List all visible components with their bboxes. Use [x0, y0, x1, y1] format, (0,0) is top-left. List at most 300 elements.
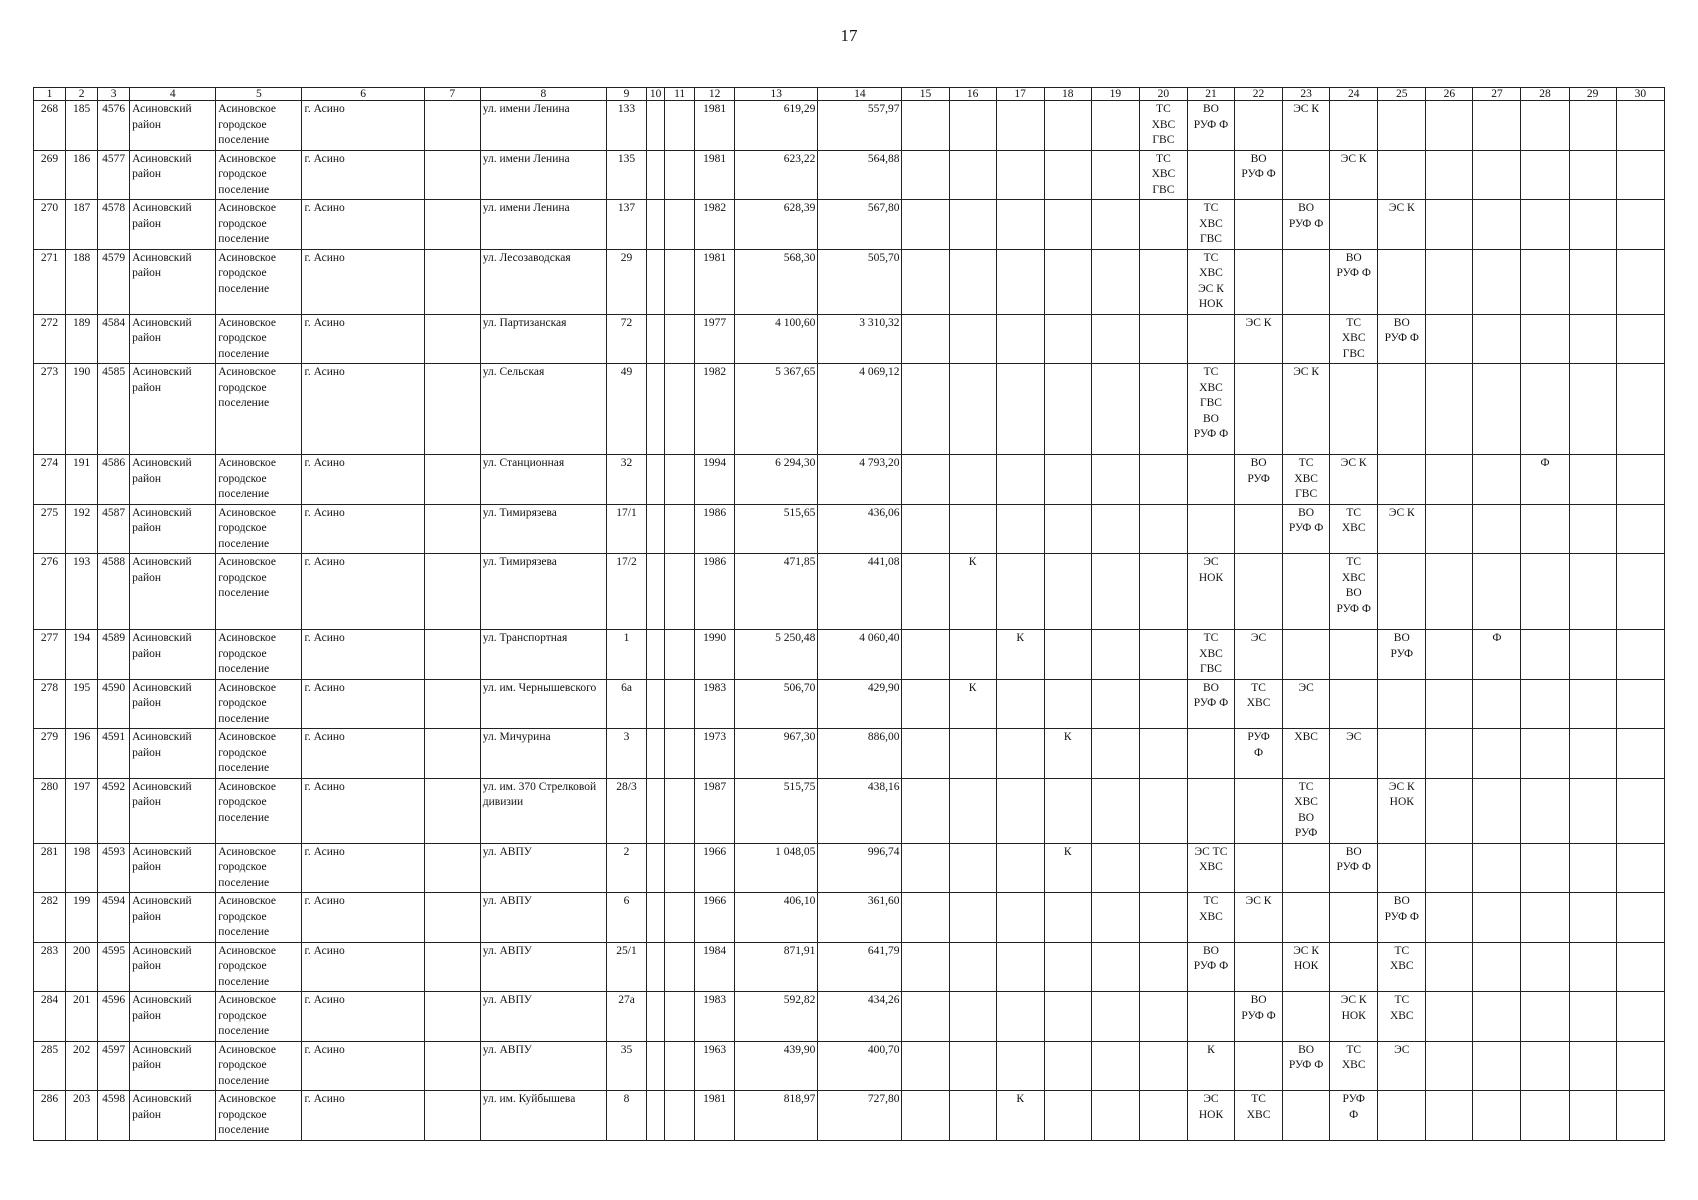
cell-area-total: 592,82 [735, 992, 818, 1042]
cell-empty [665, 1091, 695, 1141]
cell-empty [949, 778, 996, 843]
cell-mark-col-21: ТС ХВС ГВС [1187, 630, 1234, 680]
cell-city: г. Асино [302, 504, 424, 554]
cell-year: 1982 [695, 200, 735, 250]
cell-house: 72 [606, 314, 646, 364]
cell-district: Асиновский район [130, 314, 216, 364]
cell-empty [665, 992, 695, 1042]
cell-empty [1378, 101, 1426, 151]
column-header-4: 4 [130, 88, 216, 101]
housing-register-table [33, 87, 1665, 1141]
cell-empty [1616, 150, 1664, 200]
cell-empty [1426, 249, 1473, 314]
column-header-13: 13 [735, 88, 818, 101]
page-number: 17 [840, 26, 858, 45]
cell-empty [1044, 455, 1091, 505]
cell-empty [647, 1091, 665, 1141]
column-header-26: 26 [1426, 88, 1473, 101]
cell-empty [1091, 992, 1139, 1042]
cell-house: 1 [606, 630, 646, 680]
cell-id: 4591 [98, 729, 130, 779]
cell-n2: 187 [66, 200, 98, 250]
column-header-10: 10 [647, 88, 665, 101]
cell-empty [1044, 893, 1091, 943]
cell-house: 32 [606, 455, 646, 505]
cell-settlement: Асиновское городское поселение [216, 101, 302, 151]
cell-empty [1091, 679, 1139, 729]
cell-year: 1977 [695, 314, 735, 364]
cell-city: г. Асино [302, 843, 424, 893]
column-header-6: 6 [302, 88, 424, 101]
cell-area-living: 434,26 [818, 992, 902, 1042]
cell-house: 25/1 [606, 942, 646, 992]
cell-settlement: Асиновское городское поселение [216, 364, 302, 455]
cell-empty [665, 893, 695, 943]
cell-empty [1139, 729, 1187, 779]
cell-empty [1473, 729, 1521, 779]
cell-n2: 189 [66, 314, 98, 364]
cell-empty [1426, 504, 1473, 554]
cell-id: 4579 [98, 249, 130, 314]
column-header-1: 1 [34, 88, 66, 101]
column-header-18: 18 [1044, 88, 1091, 101]
cell-empty [1091, 504, 1139, 554]
cell-empty [996, 364, 1044, 455]
cell-district: Асиновский район [130, 729, 216, 779]
cell-n: 283 [34, 942, 66, 992]
cell-district: Асиновский район [130, 249, 216, 314]
cell-empty [424, 249, 480, 314]
cell-empty [902, 200, 949, 250]
cell-empty [902, 554, 949, 630]
cell-district: Асиновский район [130, 200, 216, 250]
cell-mark-col-25: ВО РУФ [1378, 630, 1426, 680]
cell-n2: 203 [66, 1091, 98, 1141]
cell-empty [665, 150, 695, 200]
cell-n2: 194 [66, 630, 98, 680]
cell-empty [1473, 554, 1521, 630]
cell-settlement: Асиновское городское поселение [216, 992, 302, 1042]
cell-empty [1044, 101, 1091, 151]
cell-n: 284 [34, 992, 66, 1042]
cell-city: г. Асино [302, 249, 424, 314]
cell-house: 35 [606, 1041, 646, 1091]
cell-empty [1044, 630, 1091, 680]
cell-house: 27а [606, 992, 646, 1042]
cell-street: ул. Тимирязева [480, 554, 606, 630]
cell-id: 4593 [98, 843, 130, 893]
cell-empty [647, 992, 665, 1042]
cell-district: Асиновский район [130, 893, 216, 943]
cell-area-living: 436,06 [818, 504, 902, 554]
cell-house: 8 [606, 1091, 646, 1141]
cell-empty [1569, 101, 1616, 151]
cell-empty [665, 314, 695, 364]
cell-street: ул. АВПУ [480, 942, 606, 992]
cell-empty [902, 630, 949, 680]
cell-empty [1139, 1091, 1187, 1141]
cell-empty [1569, 843, 1616, 893]
cell-mark-col-22: ЭС К [1235, 893, 1283, 943]
cell-empty [1473, 200, 1521, 250]
cell-district: Асиновский район [130, 554, 216, 630]
cell-street: ул. им. Чернышевского [480, 679, 606, 729]
cell-year: 1981 [695, 1091, 735, 1141]
cell-settlement: Асиновское городское поселение [216, 504, 302, 554]
cell-house: 28/3 [606, 778, 646, 843]
cell-empty [996, 249, 1044, 314]
cell-empty [1473, 101, 1521, 151]
cell-street: ул. АВПУ [480, 843, 606, 893]
cell-street: ул. Партизанская [480, 314, 606, 364]
cell-empty [1235, 554, 1283, 630]
cell-id: 4596 [98, 992, 130, 1042]
cell-mark-col-22: ТС ХВС [1235, 679, 1283, 729]
cell-settlement: Асиновское городское поселение [216, 778, 302, 843]
cell-empty [949, 893, 996, 943]
cell-empty [949, 843, 996, 893]
cell-city: г. Асино [302, 200, 424, 250]
table-row [34, 843, 1665, 893]
cell-empty [1378, 729, 1426, 779]
cell-empty [1521, 314, 1569, 364]
cell-area-living: 727,80 [818, 1091, 902, 1141]
cell-empty [902, 314, 949, 364]
cell-empty [1139, 504, 1187, 554]
cell-empty [647, 504, 665, 554]
cell-empty [1091, 630, 1139, 680]
cell-n2: 186 [66, 150, 98, 200]
cell-empty [1139, 942, 1187, 992]
cell-n: 268 [34, 101, 66, 151]
cell-mark-col-21: ЭС НОК [1187, 1091, 1234, 1141]
cell-empty [1091, 554, 1139, 630]
table-body [34, 101, 1665, 1141]
cell-empty [1330, 942, 1378, 992]
cell-empty [1569, 992, 1616, 1042]
cell-empty [1569, 942, 1616, 992]
cell-mark-col-24: ТС ХВС [1330, 504, 1378, 554]
cell-year: 1983 [695, 992, 735, 1042]
cell-empty [1378, 679, 1426, 729]
cell-year: 1981 [695, 101, 735, 151]
cell-area-living: 4 060,40 [818, 630, 902, 680]
cell-empty [1521, 1041, 1569, 1091]
cell-house: 29 [606, 249, 646, 314]
cell-mark-col-18: К [1044, 843, 1091, 893]
cell-street: ул. имени Ленина [480, 200, 606, 250]
cell-empty [1044, 554, 1091, 630]
cell-area-living: 3 310,32 [818, 314, 902, 364]
cell-empty [1139, 200, 1187, 250]
column-header-9: 9 [606, 88, 646, 101]
cell-empty [1521, 504, 1569, 554]
cell-empty [1521, 630, 1569, 680]
cell-empty [424, 843, 480, 893]
cell-n: 281 [34, 843, 66, 893]
cell-empty [1521, 554, 1569, 630]
cell-year: 1982 [695, 364, 735, 455]
cell-empty [902, 778, 949, 843]
cell-empty [996, 729, 1044, 779]
cell-district: Асиновский район [130, 942, 216, 992]
cell-year: 1994 [695, 455, 735, 505]
cell-settlement: Асиновское городское поселение [216, 630, 302, 680]
cell-empty [1569, 150, 1616, 200]
cell-n: 278 [34, 679, 66, 729]
cell-n2: 185 [66, 101, 98, 151]
cell-empty [1616, 729, 1664, 779]
table-row [34, 150, 1665, 200]
cell-area-total: 5 250,48 [735, 630, 818, 680]
column-header-21: 21 [1187, 88, 1234, 101]
cell-city: г. Асино [302, 364, 424, 455]
cell-street: ул. Станционная [480, 455, 606, 505]
cell-area-living: 564,88 [818, 150, 902, 200]
cell-empty [1569, 1091, 1616, 1141]
cell-mark-col-24: ТС ХВС ГВС [1330, 314, 1378, 364]
cell-empty [1330, 778, 1378, 843]
cell-empty [1044, 942, 1091, 992]
cell-year: 1984 [695, 942, 735, 992]
cell-empty [996, 554, 1044, 630]
cell-mark-col-22: ЭС [1235, 630, 1283, 680]
cell-area-total: 506,70 [735, 679, 818, 729]
cell-empty [949, 314, 996, 364]
cell-settlement: Асиновское городское поселение [216, 942, 302, 992]
cell-city: г. Асино [302, 314, 424, 364]
cell-empty [1187, 504, 1234, 554]
cell-district: Асиновский район [130, 1091, 216, 1141]
cell-street: ул. Мичурина [480, 729, 606, 779]
cell-empty [424, 679, 480, 729]
cell-empty [1616, 364, 1664, 455]
cell-empty [1235, 364, 1283, 455]
cell-mark-col-21: ТС ХВС ЭС К НОК [1187, 249, 1234, 314]
cell-empty [1139, 843, 1187, 893]
cell-empty [1426, 679, 1473, 729]
cell-house: 17/2 [606, 554, 646, 630]
cell-empty [424, 1091, 480, 1141]
column-header-8: 8 [480, 88, 606, 101]
cell-empty [996, 778, 1044, 843]
cell-n: 276 [34, 554, 66, 630]
cell-mark-col-25: ЭС К [1378, 200, 1426, 250]
cell-mark-col-20: ТС ХВС ГВС [1139, 150, 1187, 200]
cell-mark-col-21: ТС ХВС ГВС [1187, 200, 1234, 250]
cell-empty [902, 455, 949, 505]
cell-area-total: 619,29 [735, 101, 818, 151]
column-header-2: 2 [66, 88, 98, 101]
cell-empty [1569, 554, 1616, 630]
cell-empty [902, 364, 949, 455]
cell-city: г. Асино [302, 455, 424, 505]
cell-n2: 190 [66, 364, 98, 455]
cell-empty [1569, 200, 1616, 250]
cell-empty [949, 200, 996, 250]
cell-district: Асиновский район [130, 778, 216, 843]
cell-area-total: 1 048,05 [735, 843, 818, 893]
cell-mark-col-21: ЭС ТС ХВС [1187, 843, 1234, 893]
cell-area-living: 429,90 [818, 679, 902, 729]
cell-empty [1235, 843, 1283, 893]
cell-n2: 198 [66, 843, 98, 893]
cell-empty [665, 249, 695, 314]
cell-empty [1616, 504, 1664, 554]
cell-empty [424, 504, 480, 554]
cell-empty [1473, 455, 1521, 505]
cell-year: 1983 [695, 679, 735, 729]
cell-n: 277 [34, 630, 66, 680]
cell-mark-col-23: ЭС К [1283, 101, 1330, 151]
cell-empty [1378, 843, 1426, 893]
cell-empty [1330, 893, 1378, 943]
cell-id: 4576 [98, 101, 130, 151]
cell-mark-col-23: ЭС К [1283, 364, 1330, 455]
cell-area-living: 400,70 [818, 1041, 902, 1091]
cell-city: г. Асино [302, 101, 424, 151]
cell-district: Асиновский район [130, 679, 216, 729]
cell-empty [1521, 364, 1569, 455]
cell-empty [647, 455, 665, 505]
cell-street: ул. им. 370 Стрелковой дивизии [480, 778, 606, 843]
cell-empty [1473, 893, 1521, 943]
cell-empty [1187, 314, 1234, 364]
table-row [34, 893, 1665, 943]
cell-house: 2 [606, 843, 646, 893]
cell-id: 4588 [98, 554, 130, 630]
cell-mark-col-23: ХВС [1283, 729, 1330, 779]
cell-empty [665, 455, 695, 505]
cell-id: 4590 [98, 679, 130, 729]
cell-empty [1044, 150, 1091, 200]
cell-area-total: 628,39 [735, 200, 818, 250]
cell-district: Асиновский район [130, 455, 216, 505]
cell-empty [665, 364, 695, 455]
cell-empty [1378, 150, 1426, 200]
cell-empty [902, 843, 949, 893]
column-header-16: 16 [949, 88, 996, 101]
cell-empty [424, 200, 480, 250]
cell-empty [902, 504, 949, 554]
cell-house: 137 [606, 200, 646, 250]
cell-empty [1426, 843, 1473, 893]
cell-empty [1283, 992, 1330, 1042]
cell-empty [902, 1041, 949, 1091]
cell-id: 4587 [98, 504, 130, 554]
cell-empty [1091, 778, 1139, 843]
cell-city: г. Асино [302, 992, 424, 1042]
cell-empty [996, 455, 1044, 505]
cell-empty [1139, 630, 1187, 680]
cell-mark-col-24: ВО РУФ Ф [1330, 843, 1378, 893]
cell-mark-col-21: ВО РУФ Ф [1187, 679, 1234, 729]
cell-empty [665, 1041, 695, 1091]
cell-area-total: 5 367,65 [735, 364, 818, 455]
cell-mark-col-16: К [949, 554, 996, 630]
cell-city: г. Асино [302, 729, 424, 779]
cell-area-total: 4 100,60 [735, 314, 818, 364]
table-row [34, 314, 1665, 364]
cell-empty [996, 150, 1044, 200]
cell-id: 4578 [98, 200, 130, 250]
cell-empty [647, 843, 665, 893]
cell-area-total: 6 294,30 [735, 455, 818, 505]
cell-empty [1044, 679, 1091, 729]
column-header-23: 23 [1283, 88, 1330, 101]
cell-n2: 193 [66, 554, 98, 630]
cell-area-living: 361,60 [818, 893, 902, 943]
cell-empty [1091, 1041, 1139, 1091]
cell-empty [1235, 942, 1283, 992]
cell-empty [1091, 364, 1139, 455]
cell-empty [1283, 893, 1330, 943]
cell-mark-col-23: ТС ХВС ВО РУФ [1283, 778, 1330, 843]
cell-house: 6а [606, 679, 646, 729]
column-header-28: 28 [1521, 88, 1569, 101]
cell-area-living: 557,97 [818, 101, 902, 151]
cell-empty [665, 942, 695, 992]
cell-settlement: Асиновское городское поселение [216, 729, 302, 779]
cell-empty [1521, 992, 1569, 1042]
cell-year: 1986 [695, 554, 735, 630]
cell-empty [1473, 314, 1521, 364]
cell-mark-col-24: ЭС [1330, 729, 1378, 779]
cell-empty [1426, 729, 1473, 779]
cell-empty [1044, 249, 1091, 314]
column-header-27: 27 [1473, 88, 1521, 101]
cell-mark-col-23: ТС ХВС ГВС [1283, 455, 1330, 505]
cell-empty [1521, 249, 1569, 314]
cell-settlement: Асиновское городское поселение [216, 150, 302, 200]
cell-empty [424, 729, 480, 779]
cell-empty [1473, 1091, 1521, 1141]
cell-empty [1569, 504, 1616, 554]
cell-empty [1235, 101, 1283, 151]
cell-n2: 201 [66, 992, 98, 1042]
cell-empty [1616, 843, 1664, 893]
cell-empty [1139, 992, 1187, 1042]
cell-empty [647, 200, 665, 250]
cell-empty [1521, 893, 1569, 943]
cell-empty [996, 843, 1044, 893]
cell-mark-col-24: ВО РУФ Ф [1330, 249, 1378, 314]
cell-empty [424, 942, 480, 992]
table-row [34, 554, 1665, 630]
cell-settlement: Асиновское городское поселение [216, 200, 302, 250]
cell-n2: 199 [66, 893, 98, 943]
column-header-12: 12 [695, 88, 735, 101]
cell-house: 135 [606, 150, 646, 200]
cell-empty [1426, 893, 1473, 943]
cell-empty [1091, 843, 1139, 893]
cell-empty [1473, 992, 1521, 1042]
cell-empty [949, 249, 996, 314]
cell-empty [1283, 630, 1330, 680]
table-row [34, 455, 1665, 505]
cell-empty [1426, 364, 1473, 455]
cell-n2: 202 [66, 1041, 98, 1091]
cell-id: 4598 [98, 1091, 130, 1141]
cell-empty [1044, 364, 1091, 455]
cell-empty [1139, 455, 1187, 505]
cell-empty [665, 778, 695, 843]
cell-empty [1187, 729, 1234, 779]
cell-empty [1091, 1091, 1139, 1141]
cell-empty [949, 1041, 996, 1091]
cell-empty [1378, 249, 1426, 314]
cell-empty [665, 843, 695, 893]
